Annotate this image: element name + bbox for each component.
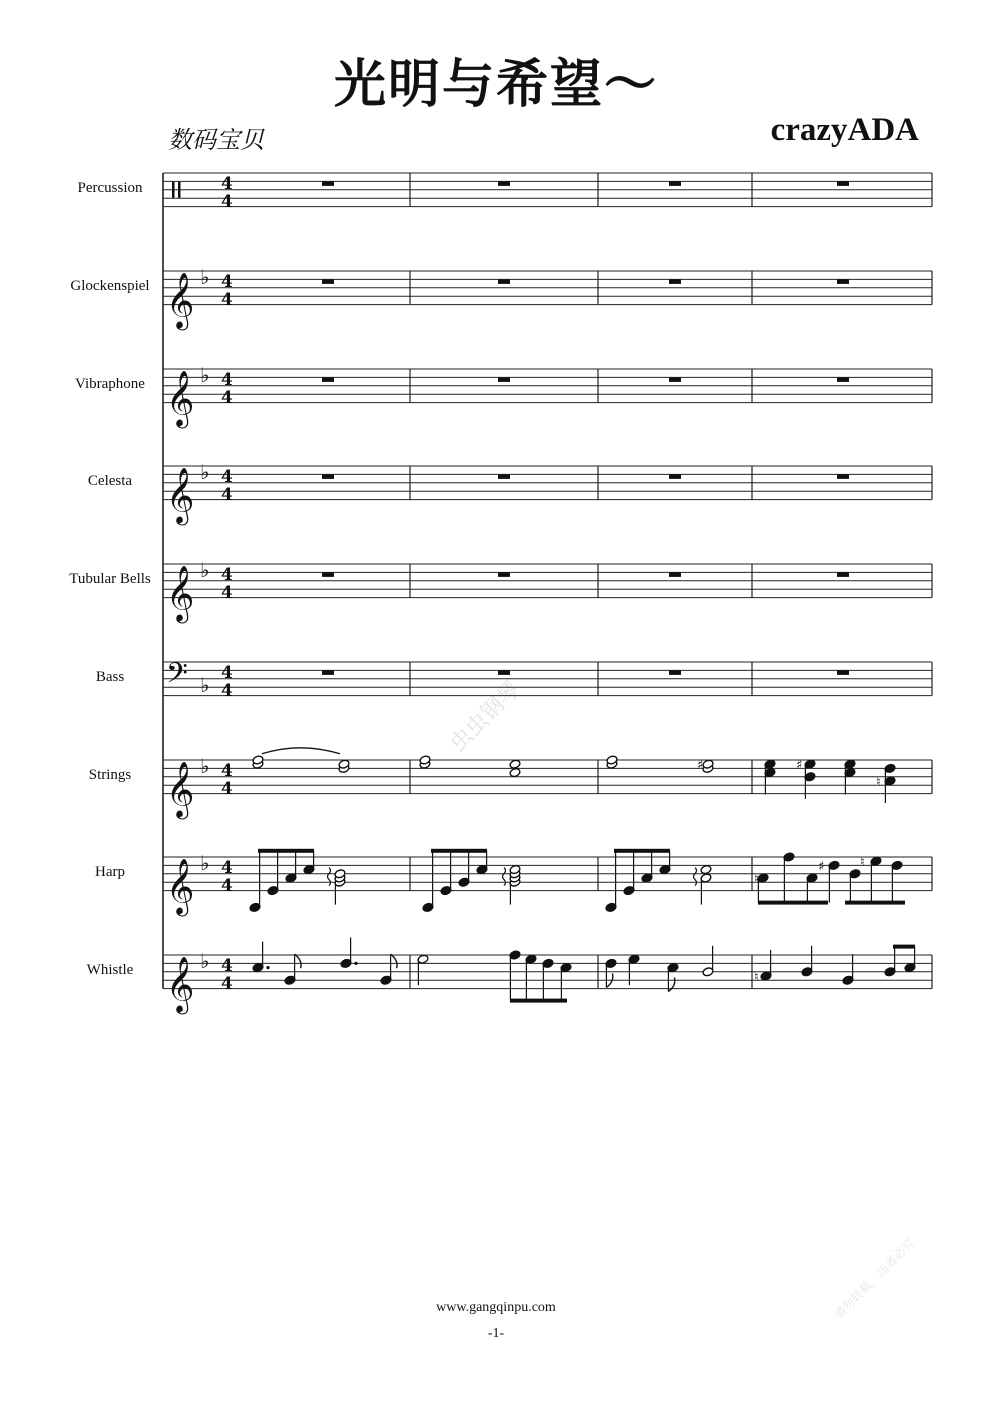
time-signature-top: 4 <box>221 760 233 781</box>
notehead <box>509 759 521 769</box>
arpeggio-mark <box>328 868 331 886</box>
time-signature-bottom: 4 <box>221 290 233 311</box>
sharp-accidental: ♯ <box>818 859 825 875</box>
whole-rest <box>837 279 849 284</box>
flag: ♪ <box>295 958 296 960</box>
eighth-flag <box>295 954 301 968</box>
natural-accidental: ♮ <box>876 775 881 790</box>
natural-accidental: ♮ <box>860 855 865 871</box>
notehead <box>700 865 712 875</box>
staff-label: Harp <box>95 863 125 880</box>
whole-rest <box>322 181 334 186</box>
time-signature-bottom: 4 <box>221 876 233 897</box>
bass-clef: 𝄢 <box>166 657 188 697</box>
composer-name: crazyADA <box>770 112 919 148</box>
arpeggio-mark <box>503 868 506 886</box>
whole-rest <box>498 474 510 479</box>
staff-label: Percussion <box>77 179 143 196</box>
key-signature-flat: ♭ <box>200 363 210 387</box>
time-signature-top: 4 <box>221 173 233 194</box>
whole-rest <box>498 279 510 284</box>
whole-rest <box>498 572 510 577</box>
whole-rest <box>837 181 849 186</box>
beam <box>258 849 314 853</box>
dot <box>354 962 357 965</box>
treble-clef: 𝄞 <box>166 565 195 622</box>
whole-rest <box>669 572 681 577</box>
time-signature-bottom: 4 <box>221 681 233 702</box>
sharp-accidental: ♯ <box>697 758 704 774</box>
treble-clef: 𝄞 <box>166 370 195 427</box>
beam <box>893 945 915 949</box>
beam <box>510 999 567 1003</box>
treble-clef: 𝄞 <box>166 272 195 329</box>
time-signature-top: 4 <box>221 955 233 976</box>
treble-clef: 𝄞 <box>166 467 195 524</box>
percussion-clef <box>172 182 175 198</box>
beam <box>758 901 828 905</box>
footer-url: www.gangqinpu.com <box>436 1300 556 1315</box>
staff-label: Bass <box>95 668 125 685</box>
natural-accidental: ♮ <box>754 872 759 887</box>
sharp-accidental: ♯ <box>796 758 803 774</box>
tie <box>262 748 340 754</box>
treble-clef: 𝄞 <box>166 956 195 1013</box>
whole-rest <box>669 279 681 284</box>
whole-rest <box>322 670 334 675</box>
whole-rest <box>322 279 334 284</box>
time-signature-top: 4 <box>221 271 233 292</box>
time-signature-top: 4 <box>221 564 233 585</box>
key-signature-flat: ♭ <box>200 558 210 582</box>
time-signature-bottom: 4 <box>221 192 233 213</box>
staff-label: Glockenspiel <box>70 277 150 294</box>
time-signature-top: 4 <box>221 857 233 878</box>
dot <box>266 966 269 969</box>
eighth-flag <box>668 978 674 992</box>
whole-rest <box>837 572 849 577</box>
notehead <box>509 768 521 778</box>
staff-label: Tubular Bells <box>69 570 151 587</box>
key-signature-flat: ♭ <box>200 673 210 697</box>
whole-rest <box>837 474 849 479</box>
whole-rest <box>322 474 334 479</box>
time-signature-bottom: 4 <box>221 779 233 800</box>
staff-label: Strings <box>88 766 132 783</box>
whole-rest <box>498 670 510 675</box>
beam <box>431 849 487 853</box>
time-signature-bottom: 4 <box>221 485 233 506</box>
whole-rest <box>669 670 681 675</box>
beam <box>845 901 905 905</box>
staff-label: Whistle <box>86 961 134 978</box>
treble-clef: 𝄞 <box>166 858 195 915</box>
score-title: 光明与希望～ <box>333 55 658 115</box>
time-signature-bottom: 4 <box>221 388 233 409</box>
whole-rest <box>669 474 681 479</box>
key-signature-flat: ♭ <box>200 949 210 973</box>
key-signature-flat: ♭ <box>200 460 210 484</box>
score-subtitle: 数码宝贝 <box>168 126 264 154</box>
whole-rest <box>498 377 510 382</box>
whole-rest <box>837 377 849 382</box>
percussion-clef <box>178 182 181 198</box>
arpeggio-mark <box>694 868 697 886</box>
time-signature-bottom: 4 <box>221 974 233 995</box>
watermark-corner: 请勿转载，违者必究 <box>831 1235 918 1322</box>
whole-rest <box>498 181 510 186</box>
staff-label: Vibraphone <box>75 375 145 392</box>
whole-rest <box>669 181 681 186</box>
whole-rest <box>322 572 334 577</box>
eighth-flag <box>391 954 397 968</box>
staff-label: Celesta <box>87 472 133 489</box>
time-signature-top: 4 <box>221 369 233 390</box>
key-signature-flat: ♭ <box>200 851 210 875</box>
watermark-center: 虫虫钢琴 <box>445 676 526 757</box>
whole-rest <box>322 377 334 382</box>
time-signature-top: 4 <box>221 466 233 487</box>
page-number: -1- <box>487 1326 505 1341</box>
key-signature-flat: ♭ <box>200 265 210 289</box>
time-signature-bottom: 4 <box>221 583 233 604</box>
key-signature-flat: ♭ <box>200 754 210 778</box>
time-signature-top: 4 <box>221 662 233 683</box>
beam <box>614 849 670 853</box>
natural-accidental: ♮ <box>754 970 759 985</box>
whole-rest <box>669 377 681 382</box>
whole-rest <box>837 670 849 675</box>
treble-clef: 𝄞 <box>166 761 195 818</box>
